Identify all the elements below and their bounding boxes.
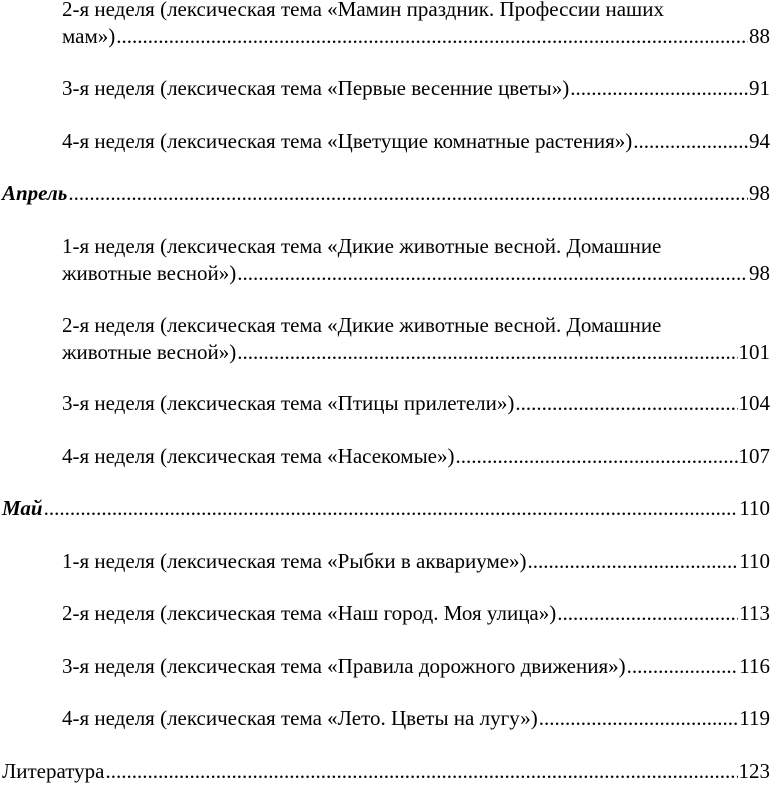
dot-leader [44, 495, 739, 522]
toc-entry-text: 4-я неделя (лексическая тема «Насекомые») [62, 443, 455, 470]
toc-entry-march-week-4[interactable] [62, 128, 770, 155]
toc-entry-may-week-1[interactable] [62, 548, 770, 575]
page-number: 116 [739, 653, 770, 680]
toc-entry-text: животные весной») [62, 260, 236, 287]
toc-entry-may-week-3[interactable] [62, 653, 770, 680]
dot-leader [528, 548, 739, 575]
dot-leader [456, 443, 738, 470]
toc-entry-text: мам») [62, 23, 115, 50]
toc-entry-march-week-2[interactable] [62, 0, 770, 50]
page-number: 110 [739, 495, 770, 522]
toc-entry-text: 3-я неделя (лексическая тема «Правила дорожного движения») [62, 653, 626, 680]
toc-entry-text: животные весной») [62, 339, 236, 366]
dot-leader [237, 260, 748, 287]
toc-entry-april-week-1[interactable] [62, 233, 770, 287]
page-number: 123 [739, 758, 770, 785]
toc-entry-text: 2-я неделя (лексическая тема «Дикие животные весной. Домашние [62, 312, 661, 339]
dot-leader [68, 180, 748, 207]
page-number: 94 [749, 128, 770, 155]
page-number: 101 [739, 339, 770, 366]
toc-entry-text: 3-я неделя (лексическая тема «Птицы прилетели») [62, 390, 514, 417]
toc-entry-text: Литература [2, 758, 104, 785]
dot-leader [237, 339, 737, 366]
toc-entry-march-week-3[interactable] [62, 75, 770, 102]
toc-entry-text: 1-я неделя (лексическая тема «Рыбки в аквариуме») [62, 548, 527, 575]
dot-leader [539, 705, 739, 732]
toc-entry-text: 2-я неделя (лексическая тема «Мамин праздник. Профессии наших [62, 0, 664, 23]
toc-entry-april-week-2[interactable] [62, 312, 770, 366]
month-heading: Май [2, 495, 43, 522]
toc-entry-may-week-4[interactable] [62, 705, 770, 732]
toc-entry-april-week-4[interactable] [62, 443, 770, 470]
toc-entry-literature[interactable] [2, 758, 770, 785]
toc-entry-text: 4-я неделя (лексическая тема «Лето. Цветы на лугу») [62, 705, 538, 732]
toc-entry-may[interactable] [2, 495, 770, 522]
page-number: 91 [749, 75, 770, 102]
toc-entry-text: 1-я неделя (лексическая тема «Дикие животные весной. Домашние [62, 233, 661, 260]
dot-leader [633, 128, 748, 155]
page-number: 113 [739, 600, 770, 627]
page-number: 110 [739, 548, 770, 575]
toc-entry-april-week-3[interactable] [62, 390, 770, 417]
toc-entry-april[interactable] [2, 180, 770, 207]
toc-entry-may-week-2[interactable] [62, 600, 770, 627]
page-number: 88 [749, 23, 770, 50]
dot-leader [515, 390, 737, 417]
dot-leader [570, 75, 748, 102]
dot-leader [116, 23, 748, 50]
toc-entry-text: 4-я неделя (лексическая тема «Цветущие комнатные растения») [62, 128, 632, 155]
page-number: 104 [739, 390, 770, 417]
dot-leader [105, 758, 737, 785]
month-heading: Апрель [2, 180, 67, 207]
page-number: 98 [749, 180, 770, 207]
dot-leader [627, 653, 739, 680]
toc-entry-text: 2-я неделя (лексическая тема «Наш город. Моя улица») [62, 600, 556, 627]
toc-entry-text: 3-я неделя (лексическая тема «Первые весенние цветы») [62, 75, 569, 102]
page-number: 107 [739, 443, 770, 470]
page-number: 98 [749, 260, 770, 287]
page-number: 119 [739, 705, 770, 732]
dot-leader [557, 600, 738, 627]
